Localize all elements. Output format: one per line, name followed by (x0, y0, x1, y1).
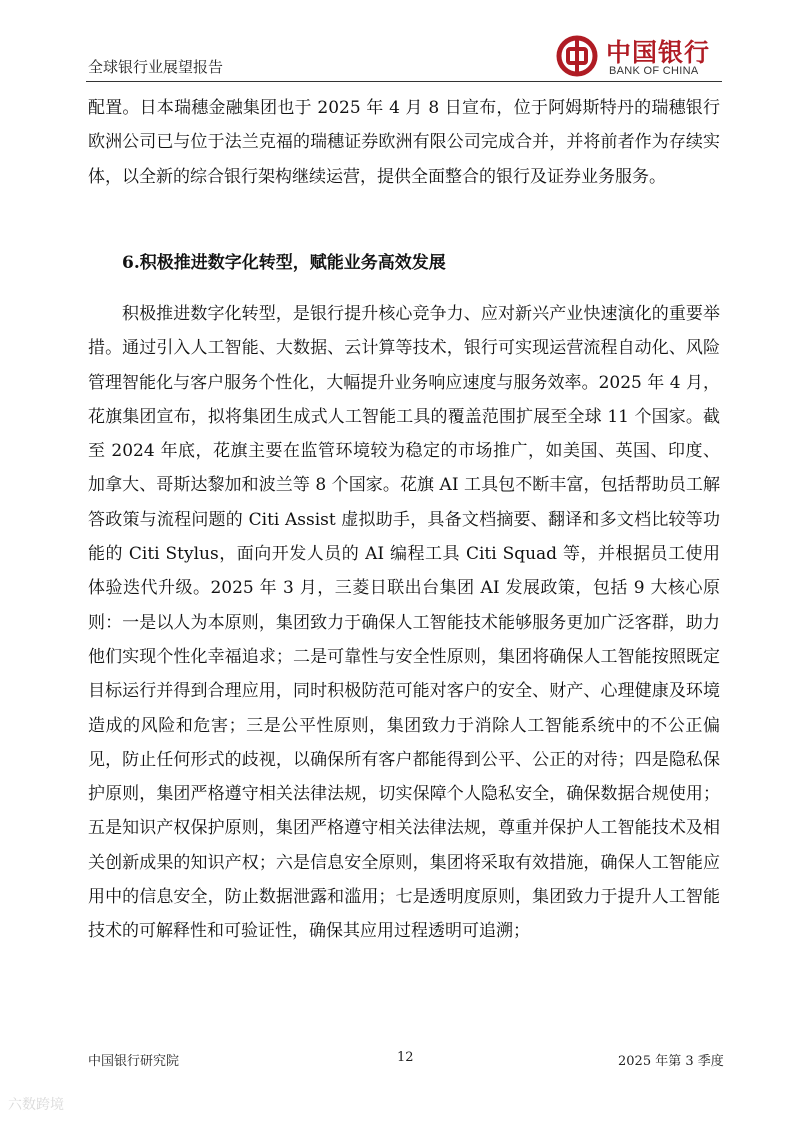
footer-institute: 中国银行研究院 (88, 1054, 180, 1069)
logo-chinese-name: 中国银行 (606, 38, 711, 67)
logo-english-name: BANK OF CHINA (609, 65, 699, 77)
bank-logo (556, 33, 716, 81)
report-title: 全球银行业展望报告 (88, 58, 224, 76)
continued-paragraph: 配置。日本瑞穗金融集团也于 2025 年 4 月 8 日宣布，位于阿姆斯特丹的瑞穗银行欧洲公司已与位于法兰克福的瑞穗证券欧洲有限公司完成合并，并将前者作为存续实体，以全新的综合银行架构继续运营，提供全面整合的银行及证券业务服务。 (88, 98, 720, 187)
main-paragraph: 积极推进数字化转型，是银行提升核心竞争力、应对新兴产业快速演化的重要举措。通过引入人工智能、大数据、云计算等技术，银行可实现运营流程自动化、风险管理智能化与客户服务个性化，大幅提升业务响应速度与服务效率。2025 年 4 月，花旗集团宣布，拟将集团生成式人工智能工具的覆盖范围扩展至全球 11 个国家。截至 2024 年底，花旗主要在监管环境较为稳定的市场推广，如美国、英国、印度、加拿大、哥斯达黎加和波兰等 8 个国家。花旗 AI 工具包不断丰富，包括帮助员工解答政策与流程问题的 Citi Assist 虚拟助手，具备文档摘要、翻译和多文档比较等功能的 Citi Stylus，面向开发人员的 AI 编程工具 Citi Squad 等，并根据员工使用体验迭代升级。2025 年 3 月，三菱日联出台集团 AI 发展政策，包括 9 大核心原则：一是以人为本原则，集团致力于确保人工智能技术能够服务更加广泛客群，助力他们实现个性化幸福追求；二是可靠性与安全性原则，集团将确保人工智能按照既定目标运行并得到合理应用，同时积极防范可能对客户的安全、财产、心理健康及环境造成的风险和危害；三是公平性原则，集团致力于消除人工智能系统中的不公正偏见，防止任何形式的歧视，以确保所有客户都能得到公平、公正的对待；四是隐私保护原则，集团严格遵守相关法律法规，切实保障个人隐私安全，确保数据合规使用；五是知识产权保护原则，集团严格遵守相关法律法规，尊重并保护人工智能技术及相关创新成果的知识产权；六是信息安全原则，集团将采取有效措施，确保人工智能应用中的信息安全，防止数据泄露和滥用；七是透明度原则，集团致力于提升人工智能技术的可解释性和可验证性，确保其应用过程透明可追溯； (88, 304, 720, 942)
header-divider (86, 81, 722, 82)
footer-page-number: 12 (397, 1050, 414, 1065)
section-heading: 6.积极推进数字化转型，赋能业务高效发展 (122, 253, 446, 273)
watermark: 六数跨境 (8, 1097, 64, 1113)
footer-quarter: 2025 年第 3 季度 (618, 1054, 724, 1069)
bank-of-china-emblem-icon (556, 35, 598, 77)
